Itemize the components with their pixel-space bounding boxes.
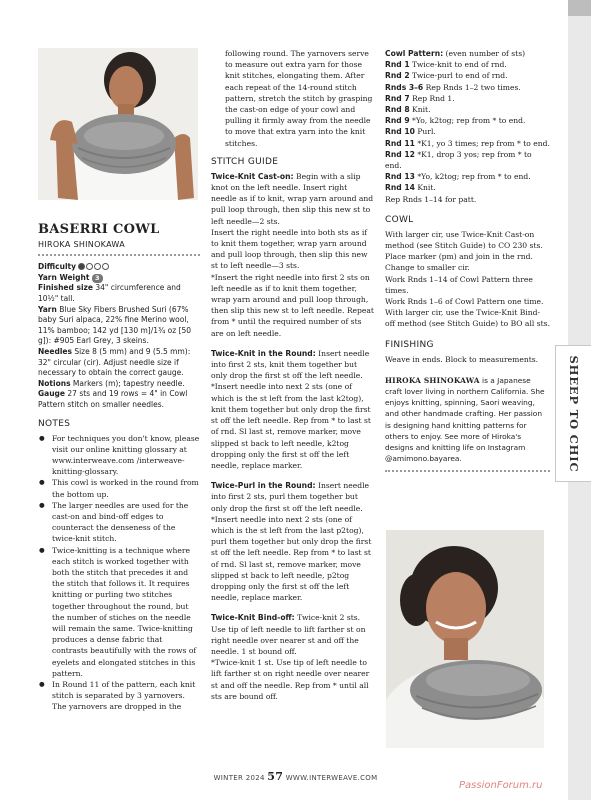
difficulty-label: Difficulty: [38, 262, 76, 272]
round-label: Rnd 11: [385, 138, 415, 148]
designer-bio: [385, 375, 550, 465]
section-side-label-text: SHEEP TO CHIC: [566, 355, 581, 472]
dotted-divider-bio: [385, 470, 550, 472]
needles-text: Size 8 (5 mm) and 9 (5.5 mm): 32" circular (cir). Adjust needle size if necessary to obtain the correct gauge.: [38, 346, 191, 378]
cowl-paragraph-4: With larger cir, use the Twice-Knit Bind-off method (see Stitch Guide) to BO all sts.: [385, 308, 550, 329]
round-text: Rep Rnds 1–2 two times.: [423, 82, 521, 92]
round-label: Rnd 1: [385, 60, 410, 70]
cowl-pattern-title: Cowl Pattern:: [385, 49, 444, 58]
list-item: [385, 171, 550, 182]
difficulty-dot-empty-icon: [86, 263, 93, 270]
notions-text: Markers (m); tapestry needle.: [70, 378, 185, 388]
purl-round-title: Twice-Purl in the Round:: [211, 481, 316, 491]
list-item: [385, 149, 550, 171]
round-text: *K1, yo 3 times; rep from * to end.: [414, 138, 550, 148]
pattern-title: BASERRI COWL: [38, 222, 160, 237]
finished-size-label: Finished size: [38, 283, 93, 293]
list-item: [385, 59, 550, 70]
pattern-designer: HIROKA SHINOKAWA: [38, 240, 125, 249]
round-text: *Yo, k2tog; rep from * to end.: [414, 172, 531, 182]
model-photo-top-illustration: [38, 48, 198, 200]
list-item: [385, 93, 550, 104]
yarn-text: Blue Sky Fibers Brushed Suri (67% baby Suri alpaca, 22% fine Merino wool, 11% bamboo; 142 yd [130 m]/1¾ oz [50 g]): #905 Earl Grey, 3 skeins.: [38, 304, 192, 346]
cowl-paragraph-3: Work Rnds 1–6 of Cowl Pattern one time.: [385, 297, 544, 307]
cowl-paragraph-1: With larger cir, use Twice-Knit Cast-on method (see Stitch Guide) to CO 230 sts. Place marker (pm) and join in the rnd. Change to smaller cir.: [385, 229, 543, 273]
finishing-heading: FINISHING: [385, 339, 434, 350]
round-label: Rnd 7: [385, 93, 410, 103]
finished-size-line: [38, 283, 200, 304]
round-label: Rnd 8: [385, 105, 410, 115]
list-item: [385, 115, 550, 126]
yarn-weight-badge-icon: 3: [92, 274, 103, 283]
model-photo-bottom: [386, 530, 544, 748]
list-item: [385, 182, 550, 193]
watermark: PassionForum.ru: [459, 780, 543, 791]
list-item: [385, 126, 550, 137]
gauge-label: Gauge: [38, 389, 66, 399]
bio-name: HIROKA SHINOKAWA: [385, 375, 480, 385]
finished-size-text: 34" circumference and 10½" tall.: [38, 283, 181, 303]
round-text: Twice-purl to end of rnd.: [409, 71, 508, 81]
purl-round-text: Insert needle into first 2 sts, purl them together but only drop the first st off the left needle. *Insert needle into next 2 sts (one of which is the st left from the last p2tog), purl them together but only drop the first st off the left needle. Rep from * to last st of rnd. Sl last st, remove marker, move slipped st back to left needle, p2tog dropping only the first st off the left needle, replace marker.: [211, 481, 372, 603]
round-label: Rnd 13: [385, 172, 415, 182]
page-number: 57: [267, 770, 284, 783]
difficulty-dot-empty-icon: [102, 263, 109, 270]
list-item: [385, 104, 550, 115]
pattern-repeat: Rep Rnds 1–14 for patt.: [385, 194, 477, 204]
round-text: Purl.: [414, 127, 436, 137]
knit-round-paragraph: [211, 348, 374, 471]
cowl-pattern-subtitle: (even number of sts): [443, 49, 526, 58]
bind-off-title: Twice-Knit Bind-off:: [211, 613, 295, 623]
round-text: Knit.: [409, 105, 431, 115]
list-item: ● In Round 11 of the pattern, each knit stitch is separated by 3 yarnovers. The yarnovers are dropped in the: [38, 679, 200, 713]
list-item: [385, 82, 550, 93]
round-label: Rnds 3–6: [385, 82, 424, 92]
bio-text: is a Japanese craft lover living in northern California. She enjoys knitting, spinning, Saori weaving, and other handmade crafting. Her passion is designing hand knitting patterns for others to enjoy. See more of Hiroka's designs and knitting life on Instagram @amimono.bayarea.: [385, 375, 545, 464]
cast-on-title: Twice-Knit Cast-on:: [211, 171, 294, 181]
yarn-label: Yarn: [38, 304, 57, 314]
yarn-weight-label: Yarn Weight: [38, 272, 90, 282]
cast-on-text: Begin with a slip knot on the left needle. Insert right needle as if to knit, wrap yarn around and pull loop through, then slip this new st to left needle—2 sts.: [211, 171, 374, 226]
gauge-line: [38, 389, 200, 410]
footer-site: WWW.INTERWEAVE.COM: [285, 774, 378, 782]
round-label: Rnd 2: [385, 71, 410, 81]
dotted-divider: [38, 254, 200, 256]
yarn-weight-line: [38, 273, 200, 284]
cowl-heading: COWL: [385, 214, 414, 225]
gauge-text: 27 sts and 19 rows = 4" in Cowl Pattern stitch on smaller needles.: [38, 389, 188, 409]
round-text: Knit.: [414, 183, 436, 193]
cowl-pattern-rounds: [385, 59, 550, 205]
round-label: Rnd 12: [385, 149, 415, 159]
cast-on-paragraph-3: *Insert the right needle into first 2 sts on left needle as if to knit them together, wrap yarn around and pull loop through, then slip this new st to left needle. Repeat from * until the required number of sts are on left needle.: [211, 272, 374, 338]
difficulty-dot-empty-icon: [94, 263, 101, 270]
list-item: ● Twice-knitting is a technique where each stitch is worked together with both the stitch that precedes it and the stitch that follows it. It requires knitting or purling two stitches together throughout the round, but the number of stiches on the needle will remain the same. Twice-knitting produces a dense fabric that contrasts beautifully with the rows of eyelets and elongated stitches in this pattern.: [38, 545, 200, 679]
difficulty-line: [38, 262, 200, 273]
bind-off-paragraph: [211, 612, 374, 657]
notes-continuation: following round. The yarnovers serve to measure out extra yarn for those knit stitches, elongating them. After each repeat of the 14-round stitch pattern, stretch the stitch by grasping the cast-on edge of your cowl and pulling it firmly away from the needle to move that extra yarn into the knit stitches.: [225, 49, 373, 148]
needles-line: [38, 347, 200, 379]
purl-round-paragraph: [211, 480, 374, 603]
list-item: [385, 70, 550, 81]
model-photo-top: [38, 48, 198, 200]
column-left: [38, 222, 200, 713]
footer-season: WINTER 2024: [213, 774, 265, 782]
list-item: ● This cowl is worked in the round from the bottom up.: [38, 477, 200, 499]
finishing-text: Weave in ends. Block to measurements.: [385, 354, 539, 364]
cowl-pattern-header: [385, 48, 550, 59]
list-item: ● For techniques you don't know, please visit our online knitting glossary at www.interweave.com /interweave-knitting-glossary.: [38, 433, 200, 478]
round-text: Twice-knit to end of rnd.: [409, 60, 507, 70]
cast-on-paragraph-2: Insert the right needle into both sts as if to knit them together, wrap yarn around and pull loop through, then slip this new st to left needle—3 sts.: [211, 227, 368, 271]
pattern-info: [38, 262, 200, 410]
list-item: ● The larger needles are used for the cast-on and bind-off edges to counteract the denseness of the twice-knit stitch.: [38, 500, 200, 545]
cast-on-paragraph: [211, 171, 374, 227]
bind-off-paragraph-2: *Twice-knit 1 st. Use tip of left needle to lift farther st on right needle over nearer st and off the needle. Rep from * until all sts are bound off.: [211, 658, 370, 701]
knit-round-text: Insert needle into first 2 sts, knit them together but only drop the first st off the left needle. *Insert needle into next 2 sts (one of which is the st left from the last k2tog), knit them together but only drop the first st off the left needle. Rep from * to last st of rnd. Sl last st, remove marker, move slipped st back to left needle, k2tog dropping only the first st off the left needle, replace marker.: [211, 348, 371, 470]
notions-label: Notions: [38, 378, 71, 388]
notes-list: [38, 433, 200, 713]
needles-label: Needles: [38, 346, 72, 356]
round-text: Rep Rnd 1.: [409, 93, 455, 103]
round-label: Rnd 9: [385, 116, 410, 126]
list-item: [385, 138, 550, 149]
stitch-guide-heading: STITCH GUIDE: [211, 156, 279, 167]
bind-off-text: Twice-knit 2 sts. Use tip of left needle to lift farther st on right needle over nearer st and off the needle. 1 st bound off.: [211, 613, 366, 656]
notes-heading: NOTES: [38, 418, 71, 429]
yarn-line: [38, 305, 200, 347]
round-label: Rnd 14: [385, 183, 415, 193]
model-photo-bottom-illustration: [386, 530, 544, 748]
notions-line: [38, 379, 200, 390]
column-right: [385, 48, 550, 478]
round-text: *K1, drop 3 yos; rep from * to end.: [385, 149, 532, 171]
knit-round-title: Twice-Knit in the Round:: [211, 348, 316, 358]
column-middle: [211, 48, 374, 702]
page-edge-tab-top: [568, 0, 591, 16]
cowl-paragraph-2: Work Rnds 1–14 of Cowl Pattern three times.: [385, 274, 533, 295]
round-label: Rnd 10: [385, 127, 415, 137]
section-side-label: [555, 345, 591, 482]
round-text: *Yo, k2tog; rep from * to end.: [409, 116, 526, 126]
difficulty-dot-filled-icon: [78, 263, 85, 270]
